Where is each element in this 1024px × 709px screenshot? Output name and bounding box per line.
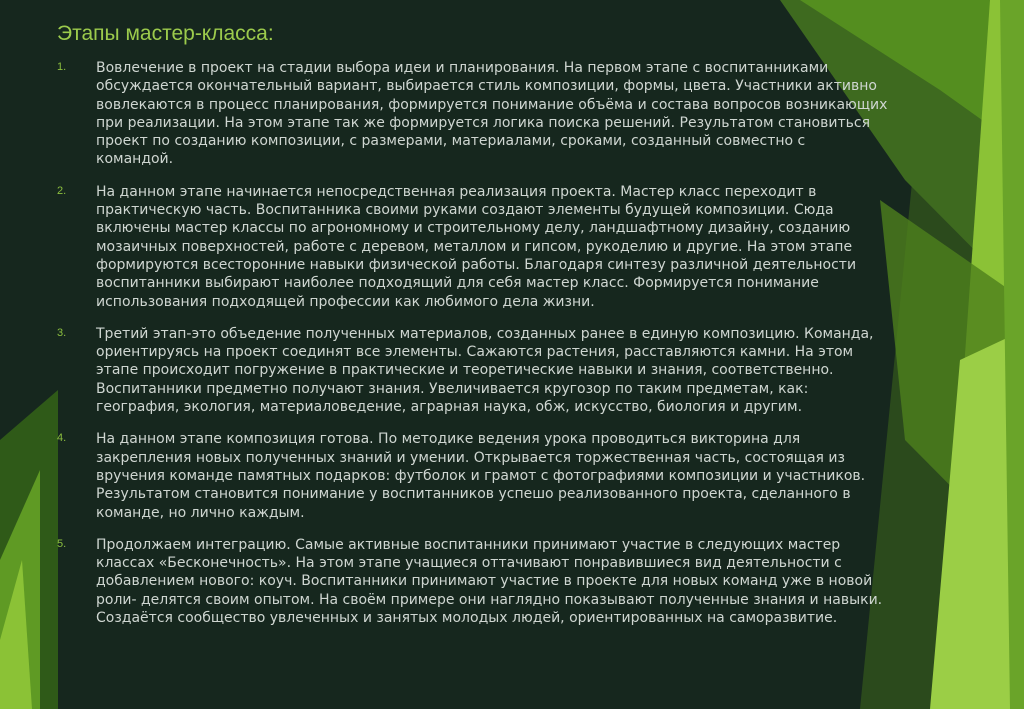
slide-title: Этапы мастер-класса:: [57, 22, 274, 45]
list-item: [57, 183, 957, 311]
list-item: [57, 59, 957, 169]
item-text: Вовлечение в проект на стадии выбора идеи и планирования. На первом этапе с воспитанниками обсуждается окончательный вариант, выбирается стиль композиции, формы, цвета. Участники активно вовлекаются в процесс планирования, формируется понимание объёма и состава вопросов возникающих при реализации. На этом этапе так же формируется логика поиска решений. Результатом становиться проект по созданию композиции, с размерами, материалами, сроками, созданный совместно с командой.: [96, 60, 888, 168]
list-item: [57, 430, 957, 521]
item-number: 2.: [57, 184, 67, 197]
list-item: [57, 325, 957, 416]
item-text: На данном этапе композиция готова. По методике ведения урока проводиться викторина для закрепления новых полученных знаний и умении. Открывается торжественная часть, состоящая из вручения команде памятных подарков: футболок и грамот с фотографиями композиции и участников. Результатом становится понимание у воспитанников успешо реализованного проекта, сделанного в команде, но лично каждым.: [96, 431, 866, 521]
item-number: 4.: [57, 432, 67, 445]
list-item: [57, 536, 957, 627]
item-number: 5.: [57, 537, 67, 550]
item-number: 1.: [57, 61, 67, 73]
item-text: Третий этап-это объедение полученных материалов, созданных ранее в единую композицию. Команда, ориентируясь на проект соединят все элементы. Сажаются растения, расставляются камни. На этом этапе происходит погружение в практические и теоретические навыки и знания, соответственно. Воспитанники предметно получают знания. Увеличивается кругозор по таким предметам, как: география, экология, материаловедение, аграрная наука, обж, искусство, биология и другим.: [96, 325, 874, 416]
stages-list: [57, 59, 957, 641]
item-text: На данном этапе начинается непосредственная реализация проекта. Мастер класс переходит в практическую часть. Воспитанника своими руками создают элементы будущей композиции. Сюда включены мастер классы по агрономному и строительному делу, ландшафтному дизайну, созданию мозаичных поверхностей, работе с деревом, металлом и гипсом, рукоделию и другие. На этом этапе формируются всесторонние навыки физической работы. Благодаря синтезу различной деятельности воспитанники выбирают наиболее подходящий для себя мастер класс. Формируется понимание использования подходящей профессии как любимого дела жизни.: [96, 183, 857, 310]
item-text: Продолжаем интеграцию. Самые активные воспитанники принимают участие в следующих мастер классах «Бесконечность». На этом этапе учащиеся оттачивают понравившиеся вид деятельности с добавлением нового: коуч. Воспитанники принимают участие в проекте для новых команд уже в новой роли- делятся своим опытом. На своём примере они наглядно показывают полученные знания и навыки. Создаётся сообщество увлеченных и занятых молодых людей, ориентированных на саморазвитие.: [96, 536, 883, 627]
item-number: 3.: [57, 326, 67, 339]
